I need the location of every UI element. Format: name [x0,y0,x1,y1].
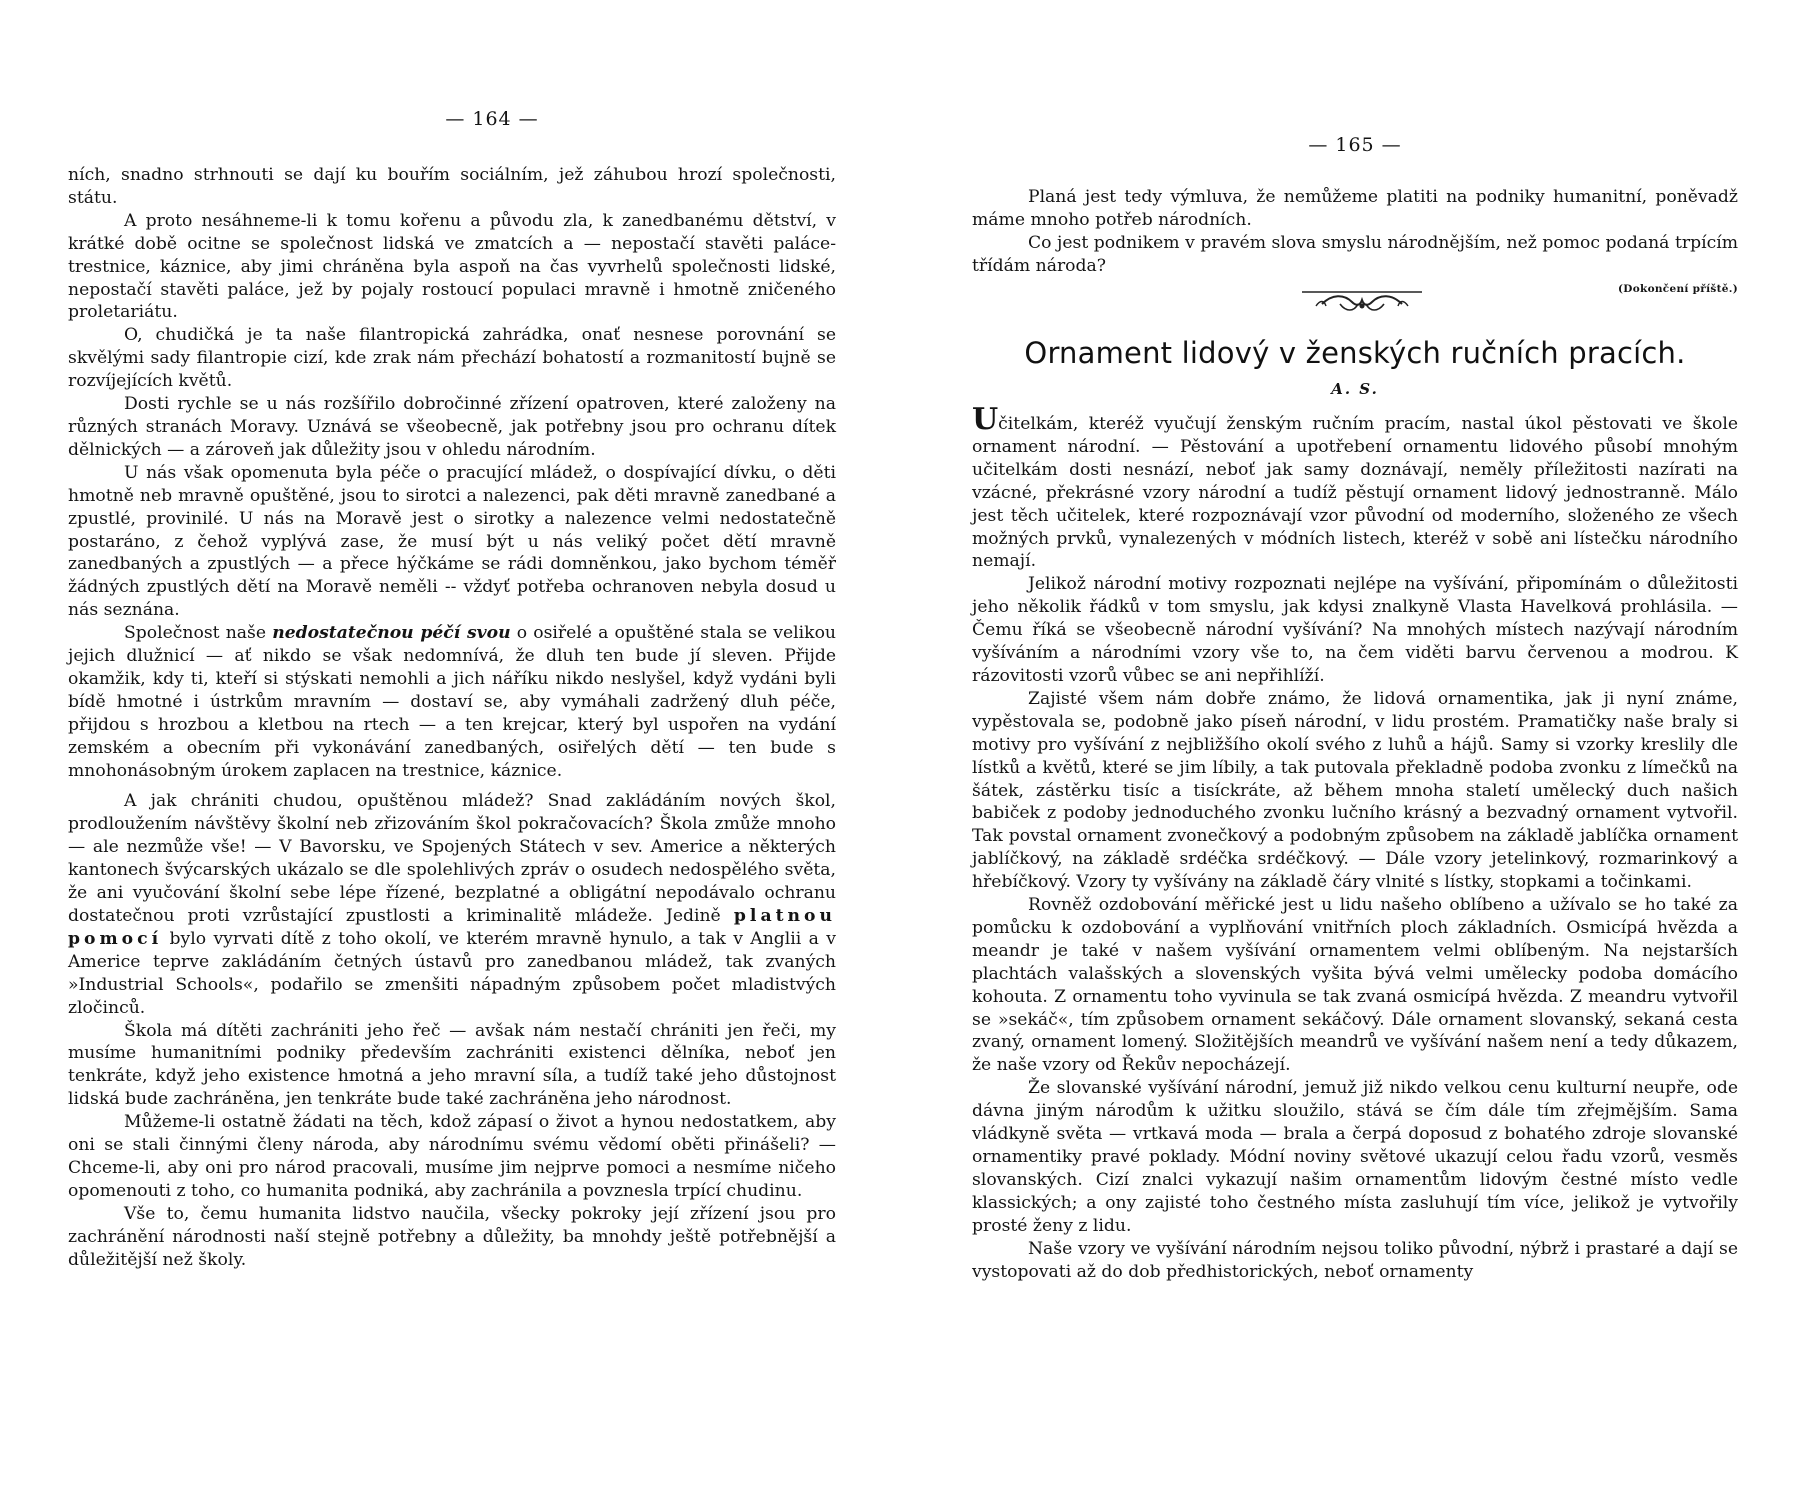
initial-letter: U [972,402,999,437]
right-page-top-text [972,186,1738,301]
paragraph: Škola má dítěti zachrániti jeho řeč — avšak nám nestačí chrániti jen řeči, my musíme humanitními podniky především zachrániti existenci dělníka, neboť jen tenkráte, když jeho existence hmotná a jeho mravní síla, a tudíž také jeho důstojnost lidská bude zachráněna, jen tenkráte bude také zachráněna jeho národnost. [68,1020,836,1110]
paragraph: Že slovanské vyšívání národní, jemuž již nikdo velkou cenu kulturní neupře, ode dávna jiným národům k užitku sloužilo, stává se čím dále tím zřejmějším. Sama vládkyně světa — vrtkavá moda — brala a čerpá doposud z bohatého zdroje slovanské ornamentiky pravé poklady. Módní noviny světové ukazují celou řadu vzorů, vesměs slovanských. Cizí znalci vykazují našim ornamentům lidovým čestné místo vedle klassických; a ony zajisté toho čestného místa zasluhují tím více, jelikož je vytvořily prosté ženy z lidu. [972,1078,1738,1236]
paragraph-text: čitelkám, kteréž vyučují ženským ručním pracím, nastal úkol pěstovati ve škole ornament národní. — Pěstování a upotřebení ornamentu lidového působí mnohým učitelkám dosti nesnází, neboť jak samy doznávají, neměly příležitosti nazírati na vzácné, překrásné vzory národní a tudíž pěstují ornament lidový jednostranně. Málo jest těch učitelek, které rozpoznávají vzor původní od moderního, složeného ze všech možných prvků, vynalezených v módních listech, kteréž v sobě ani lístečku národního nemají. [972,414,1738,572]
emphasized-phrase: nedostatečnou péčí svou [272,623,511,644]
paragraph: Vše to, čemu humanita lidstvo naučila, všecky pokroky její zřízení jsou pro zachránění národnosti naší stejně potřebny a důležity, ba mnohdy ještě potřebnější a důležitější než školy. [68,1203,836,1270]
paragraph [972,232,1738,278]
paragraph: Dosti rychle se u nás rozšířilo dobročinné zřízení opatroven, které založeny na různých stranách Moravy. Uznává se všeobecně, jak potřebny jsou pro ochranu dítek dělnických — a zároveň jak důležity jsou v ohledu národním. [68,394,836,460]
paragraph: A proto nesáhneme-li k tomu kořenu a původu zla, k zanedbanému dětství, v krátké době ocitne se společnost lidská ve zmatcích a — nepostačí stavěti paláce-trestnice, káznice, aby jimi chráněna byla aspoň na čas vyvrhelů společnosti lidské, nepostačí stavěti paláce, jež by pojaly rostoucí populaci mravně i hmotně zničeného proletariátu. [68,210,836,323]
paragraph [972,402,1738,573]
paragraph-text: bylo vyrvati dítě z toho okolí, ve kterém mravně hynulo, a tak v Anglii a v Americe teprve zakládáním četných ústavů pro zanedbanou mládež, tak zvaných »Industrial Schools«, podařilo se zmenšiti nápadným způsobem počet mladistvých zločinců. [68,928,836,1018]
right-page [972,0,1738,1500]
paragraph: U nás však opomenuta byla péče o pracující mládež, o dospívající dívku, o děti hmotně neb mravně opuštěné, jsou to sirotci a nalezenci, pak děti mravně zanedbané a zpustlé, provinilé. U nás na Moravě jest o sirotky a nalezence velmi nedostatečně postaráno, z čehož vyplývá zase, že musí být u nás veliký počet dětí mravně zanedbaných a zpustlých — a přece hýčkáme se rádi domněnkou, jako bychom téměř žádných zpustlých dětí na Moravě neměli -- vždyť potřeba ochranoven nebyla dosud u nás seznána. [68,462,836,621]
closing-sentence: Co jest podnikem v pravém slova smyslu národnějším, než pomoc podaná trpícím třídám národa? [972,232,1738,276]
page-number-right: — 165 — [1308,134,1402,156]
paragraph: Jelikož národní motivy rozpoznati nejlépe na vyšívání, připomínám o důležitosti jeho několik řádků v tom smyslu, jak kdysi znalkyně Vlasta Havelková prohlásila. — Čemu říká se všeobecně národní vyšívání? Na mnohých místech nazývají národním vyšíváním a národními vzory vše to, na čem viděti barvu červenou a modrou. K rázovitosti vzorů vůbec se ani nepřihlíží. [972,574,1738,686]
page-number-left: — 164 — [445,108,539,130]
article-title: Ornament lidový v ženských ručních pracích. [1024,336,1686,370]
continuation-note: (Dokončení příště.) [1618,282,1738,295]
paragraph: ních, snadno strhnouti se dají ku bouřím sociálním, jež záhubou hrozí společnosti, státu. [68,165,836,208]
paragraph: Zajisté všem nám dobře známo, že lidová ornamentika, jak ji nyní známe, vypěstovala se, podobně jako píseň národní, v lidu prostém. Pramatičky naše braly si motivy pro vyšívání z nejbližšího okolí svého z luhů a hájů. Samy si vzorky kreslily dle lístků a květů, které se jim líbily, a tak putovala překladně podoba zvonku z límečků na šátek, zástěrku tisíc a tisíckráte, až během mnoha staletí umělecký duch našich babiček z podoby jednoduchého zvonku lučního krásný a bezvadný ornament vytvořil. Tak povstal ornament zvonečkový a podobným způsobem na základě jablíčka ornament jablíčkový, na základě srdéčka srdéčkový. — Dále vzory jetelinkový, rozmarinkový a hřebíčkový. Vzory ty vyšívány na základě čáry vlnité s lístky, stopkami a točinkami. [972,688,1738,893]
paragraph-text: A jak chrániti chudou, opuštěnou mládež? Snad zakládáním nových škol, prodloužením návštěvy školní neb zřizováním škol pokračovacích? Škola zmůže mnoho — ale nezmůže vše! — V Bavorsku, ve Spojených Státech v sev. Americe a některých kantonech švýcarských ukázalo se dle spolehlivých zpráv o osudech nedospělého světa, že ani vyučování školní sebe lépe řízené, bezplatné a obligátní nepodávalo ochranu dostatečnou proti vzrůstající zpustlosti a kriminalitě mládeže. Jedině [68,791,836,926]
paragraph: Naše vzory ve vyšívání národním nejsou toliko původní, nýbrž i prastaré a dají se vystopovati až do dob předhistorických, neboť ornamenty [972,1238,1738,1282]
article-author: A. S. [1331,380,1379,398]
paragraph-text: Společnost naše [124,623,273,644]
paragraph-text: o osiřelé a opuštěné stala se velikou jejich dlužnicí — ať nikdo se však nedomnívá, že dluh ten bude jí sleven. Přijde okamžik, kdy ti, kteří si stýskati nemohli a jich náříku nikdo neslyšel, když vydáni byli bídě hmotné i ústrkům mravním — dostaví se, aby vymáhali zadržený dluh péče, přijdou s hrozbou a kletbou na rtech — a ten krejcar, který byl uspořen na vydání zemském a obecním při vykonávání zanedbaných, osiřelých dětí — ten bude s mnohonásobným úrokem zaplacen na trestnice, káznice. [68,623,836,781]
paragraph: O, chudičká je ta naše filantropická zahrádka, onať nesnese porovnání se skvělými sady filantropie cizí, kde zrak nám přechází bohatostí a rozmanitostí bujně se rozvíjejících květů. [68,325,836,392]
paragraph [68,790,836,1019]
paragraph [68,622,836,782]
paragraph: Rovněž ozdobování měřické jest u lidu našeho oblíbeno a užívalo se ho také za pomůcku k ozdobování a vyplňování vnitřních ploch základních. Osmicípá hvězda a meandr je také v našem vyšívání ornamentem velmi oblíbeným. Na nejstarších plachtách valašských a slovenských vyšita bývá velmi umělecky podoba domácího kohouta. Z ornamentu toho vyvinula se tak zvaná osmicípá hvězda. Z meandru vytvořil se »sekáč«, tím způsobem ornament sekáčový. Dále ornament slovanský, sekaná cesta zvaný, ornament lomený. Složitějších meandrů ve vyšívání našem není a tedy důkazem, že naše vzory od Řekův nepocházejí. [972,895,1738,1076]
spaced-emphasis: platnou pomocí [68,906,836,949]
left-page [68,0,836,1500]
left-page-text [68,164,836,1272]
paragraph: Můžeme-li ostatně žádati na těch, kdož zápasí o život a hynou nedostatkem, aby oni se stali činnými členy národa, aby národnímu svému vědomí oběti přinášeli? — Chceme-li, aby oni pro národ pracovali, musíme jim nejprve pomoci a nesmíme ničeho opomenouti z toho, co humanita podniká, aby zachránila a povznesla trpící chudinu. [68,1112,836,1201]
article-body [972,402,1738,1283]
paragraph: Planá jest tedy výmluva, že nemůžeme platiti na podniky humanitní, poněvadž máme mnoho potřeb národních. [972,187,1738,230]
ornament-vignette-icon [1302,286,1422,316]
